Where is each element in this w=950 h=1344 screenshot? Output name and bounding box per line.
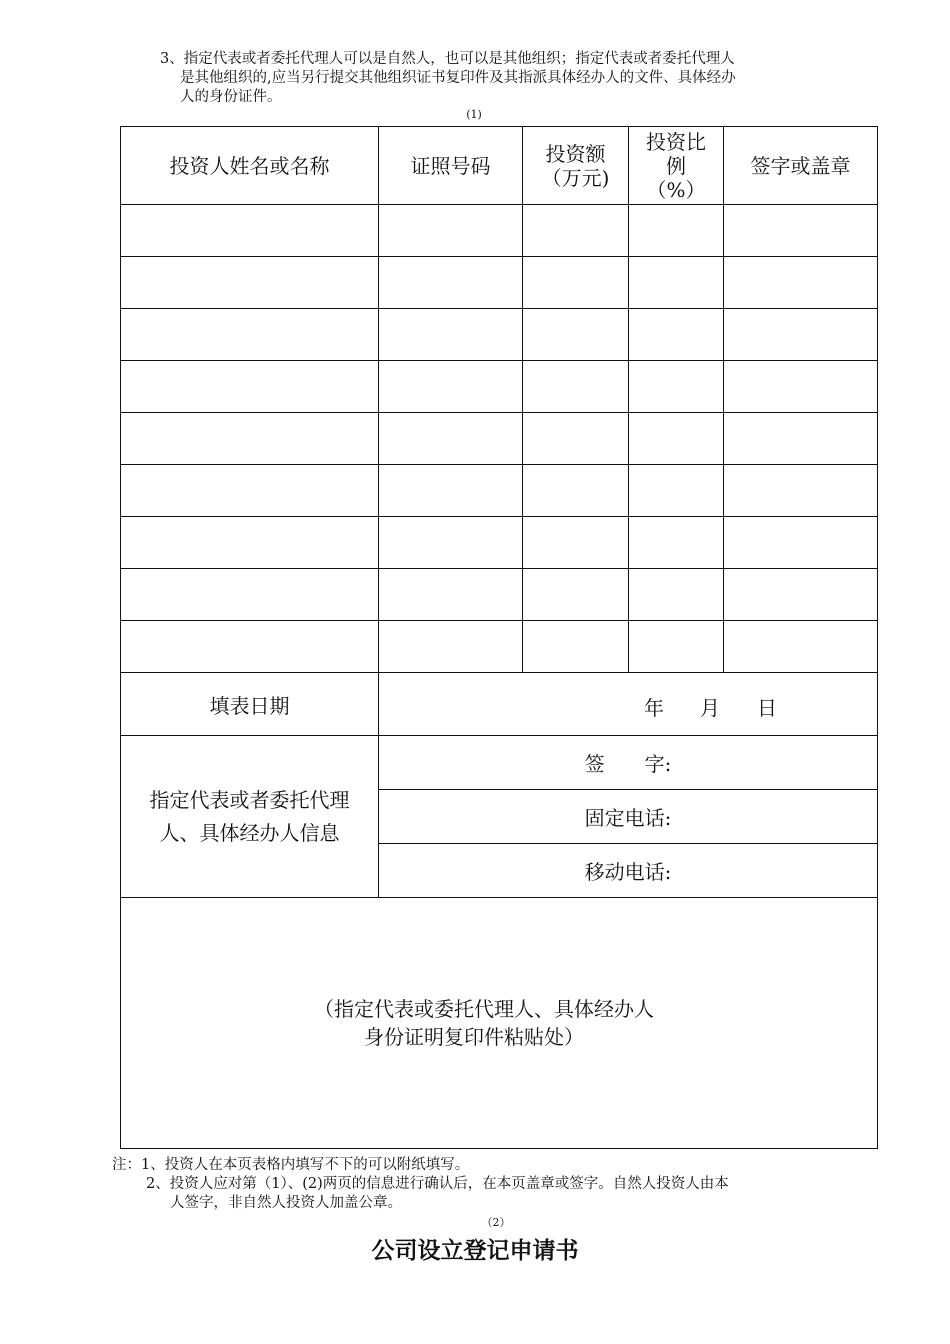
- header-investor-name: 投资人姓名或名称: [121, 127, 379, 205]
- investor-name-cell[interactable]: [121, 465, 379, 517]
- license-number-cell[interactable]: [379, 257, 523, 309]
- signature-cell[interactable]: [724, 569, 878, 621]
- investment-ratio-cell[interactable]: [629, 205, 724, 257]
- page-number: (1): [466, 108, 482, 121]
- table-row: [121, 621, 878, 673]
- investment-amount-cell[interactable]: [523, 361, 629, 413]
- header-ratio-line: 投资比: [646, 129, 706, 154]
- investment-ratio-cell[interactable]: [629, 309, 724, 361]
- signature-cell[interactable]: [724, 257, 878, 309]
- agent-info-label-line: 指定代表或者委托代理: [149, 787, 350, 812]
- signature-cell[interactable]: [724, 465, 878, 517]
- agent-sign-row: [121, 736, 878, 790]
- paste-instruction: [121, 995, 877, 1051]
- header-investment-amount: [523, 127, 629, 205]
- investor-name-cell[interactable]: [121, 205, 379, 257]
- license-number-cell[interactable]: [379, 309, 523, 361]
- document-title: 公司设立登记申请书: [371, 1238, 579, 1264]
- page-number: （2）: [481, 1216, 511, 1229]
- investor-form-table: [120, 126, 878, 1149]
- investor-name-cell[interactable]: [121, 361, 379, 413]
- table-row: [121, 205, 878, 257]
- table-row: [121, 517, 878, 569]
- investment-amount-cell[interactable]: [523, 569, 629, 621]
- investment-amount-cell[interactable]: [523, 205, 629, 257]
- date-day-label: 日: [757, 696, 777, 720]
- date-month-label: 月: [700, 696, 720, 720]
- table-header-row: [121, 127, 878, 205]
- agent-info-label-line: 人、具体经办人信息: [159, 820, 340, 845]
- table-row: [121, 309, 878, 361]
- investor-name-cell[interactable]: [121, 257, 379, 309]
- license-number-cell[interactable]: [379, 465, 523, 517]
- table-row: [121, 257, 878, 309]
- investment-ratio-cell[interactable]: [629, 569, 724, 621]
- fill-date-field[interactable]: [379, 673, 878, 736]
- footer-note-2: 2、投资人应对第（1）、(2)两页的信息进行确认后，在本页盖章或签字。自然人投资人由本: [146, 1176, 729, 1192]
- investment-ratio-cell[interactable]: [629, 413, 724, 465]
- signature-cell[interactable]: [724, 361, 878, 413]
- footer-note-2-continued: 人签字，非自然人投资人加盖公章。: [170, 1195, 402, 1211]
- header-signature: 签字或盖章: [724, 127, 878, 205]
- signature-cell[interactable]: [724, 413, 878, 465]
- investor-rows: [121, 205, 878, 673]
- signature-cell[interactable]: [724, 517, 878, 569]
- license-number-cell[interactable]: [379, 517, 523, 569]
- fill-date-row: [121, 673, 878, 736]
- agent-info-label: [121, 736, 379, 898]
- investment-amount-cell[interactable]: [523, 413, 629, 465]
- license-number-cell[interactable]: [379, 569, 523, 621]
- footer-notes: [112, 1156, 842, 1213]
- fill-date-label: 填表日期: [121, 673, 379, 736]
- instruction-note: [160, 50, 850, 107]
- id-copy-paste-area: [121, 898, 878, 1149]
- instruction-note-line: 人的身份证件。: [180, 89, 282, 105]
- table-row: [121, 569, 878, 621]
- footer-note-1: 注：1、投资人在本页表格内填写不下的可以附纸填写。: [112, 1157, 470, 1173]
- signature-cell[interactable]: [724, 309, 878, 361]
- investment-amount-cell[interactable]: [523, 621, 629, 673]
- date-year-label: 年: [644, 696, 664, 720]
- investor-name-cell[interactable]: [121, 517, 379, 569]
- agent-landline-field[interactable]: 固定电话:: [379, 790, 878, 844]
- investment-amount-cell[interactable]: [523, 517, 629, 569]
- investment-ratio-cell[interactable]: [629, 621, 724, 673]
- header-investment-ratio: [629, 127, 724, 205]
- agent-mobile-field[interactable]: 移动电话:: [379, 844, 878, 898]
- instruction-note-line: 是其他组织的,应当另行提交其他组织证书复印件及其指派具体经办人的文件、具体经办: [180, 70, 736, 86]
- license-number-cell[interactable]: [379, 621, 523, 673]
- investment-ratio-cell[interactable]: [629, 517, 724, 569]
- license-number-cell[interactable]: [379, 413, 523, 465]
- investment-amount-cell[interactable]: [523, 465, 629, 517]
- license-number-cell[interactable]: [379, 205, 523, 257]
- investment-amount-cell[interactable]: [523, 257, 629, 309]
- investment-ratio-cell[interactable]: [629, 257, 724, 309]
- instruction-note-line: 3、指定代表或者委托代理人可以是自然人，也可以是其他组织；指定代表或者委托代理人: [160, 51, 735, 67]
- header-ratio-unit: （%）: [646, 177, 706, 202]
- id-paste-row: [121, 898, 878, 1149]
- investment-ratio-cell[interactable]: [629, 361, 724, 413]
- paste-instruction-line: （指定代表或委托代理人、具体经办人: [314, 997, 654, 1021]
- header-amount-line: 投资额: [545, 141, 606, 166]
- table-row: [121, 465, 878, 517]
- signature-cell[interactable]: [724, 621, 878, 673]
- agent-signature-field[interactable]: 签 字:: [379, 736, 878, 790]
- table-row: [121, 413, 878, 465]
- header-amount-unit: （万元): [541, 165, 610, 190]
- investor-name-cell[interactable]: [121, 413, 379, 465]
- investor-name-cell[interactable]: [121, 569, 379, 621]
- paste-instruction-line: 身份证明复印件粘贴处）: [364, 1025, 584, 1049]
- header-ratio-line: 例: [666, 153, 686, 178]
- investment-amount-cell[interactable]: [523, 309, 629, 361]
- investment-ratio-cell[interactable]: [629, 465, 724, 517]
- investor-name-cell[interactable]: [121, 309, 379, 361]
- investor-name-cell[interactable]: [121, 621, 379, 673]
- header-license-number: 证照号码: [379, 127, 523, 205]
- signature-cell[interactable]: [724, 205, 878, 257]
- table-row: [121, 361, 878, 413]
- license-number-cell[interactable]: [379, 361, 523, 413]
